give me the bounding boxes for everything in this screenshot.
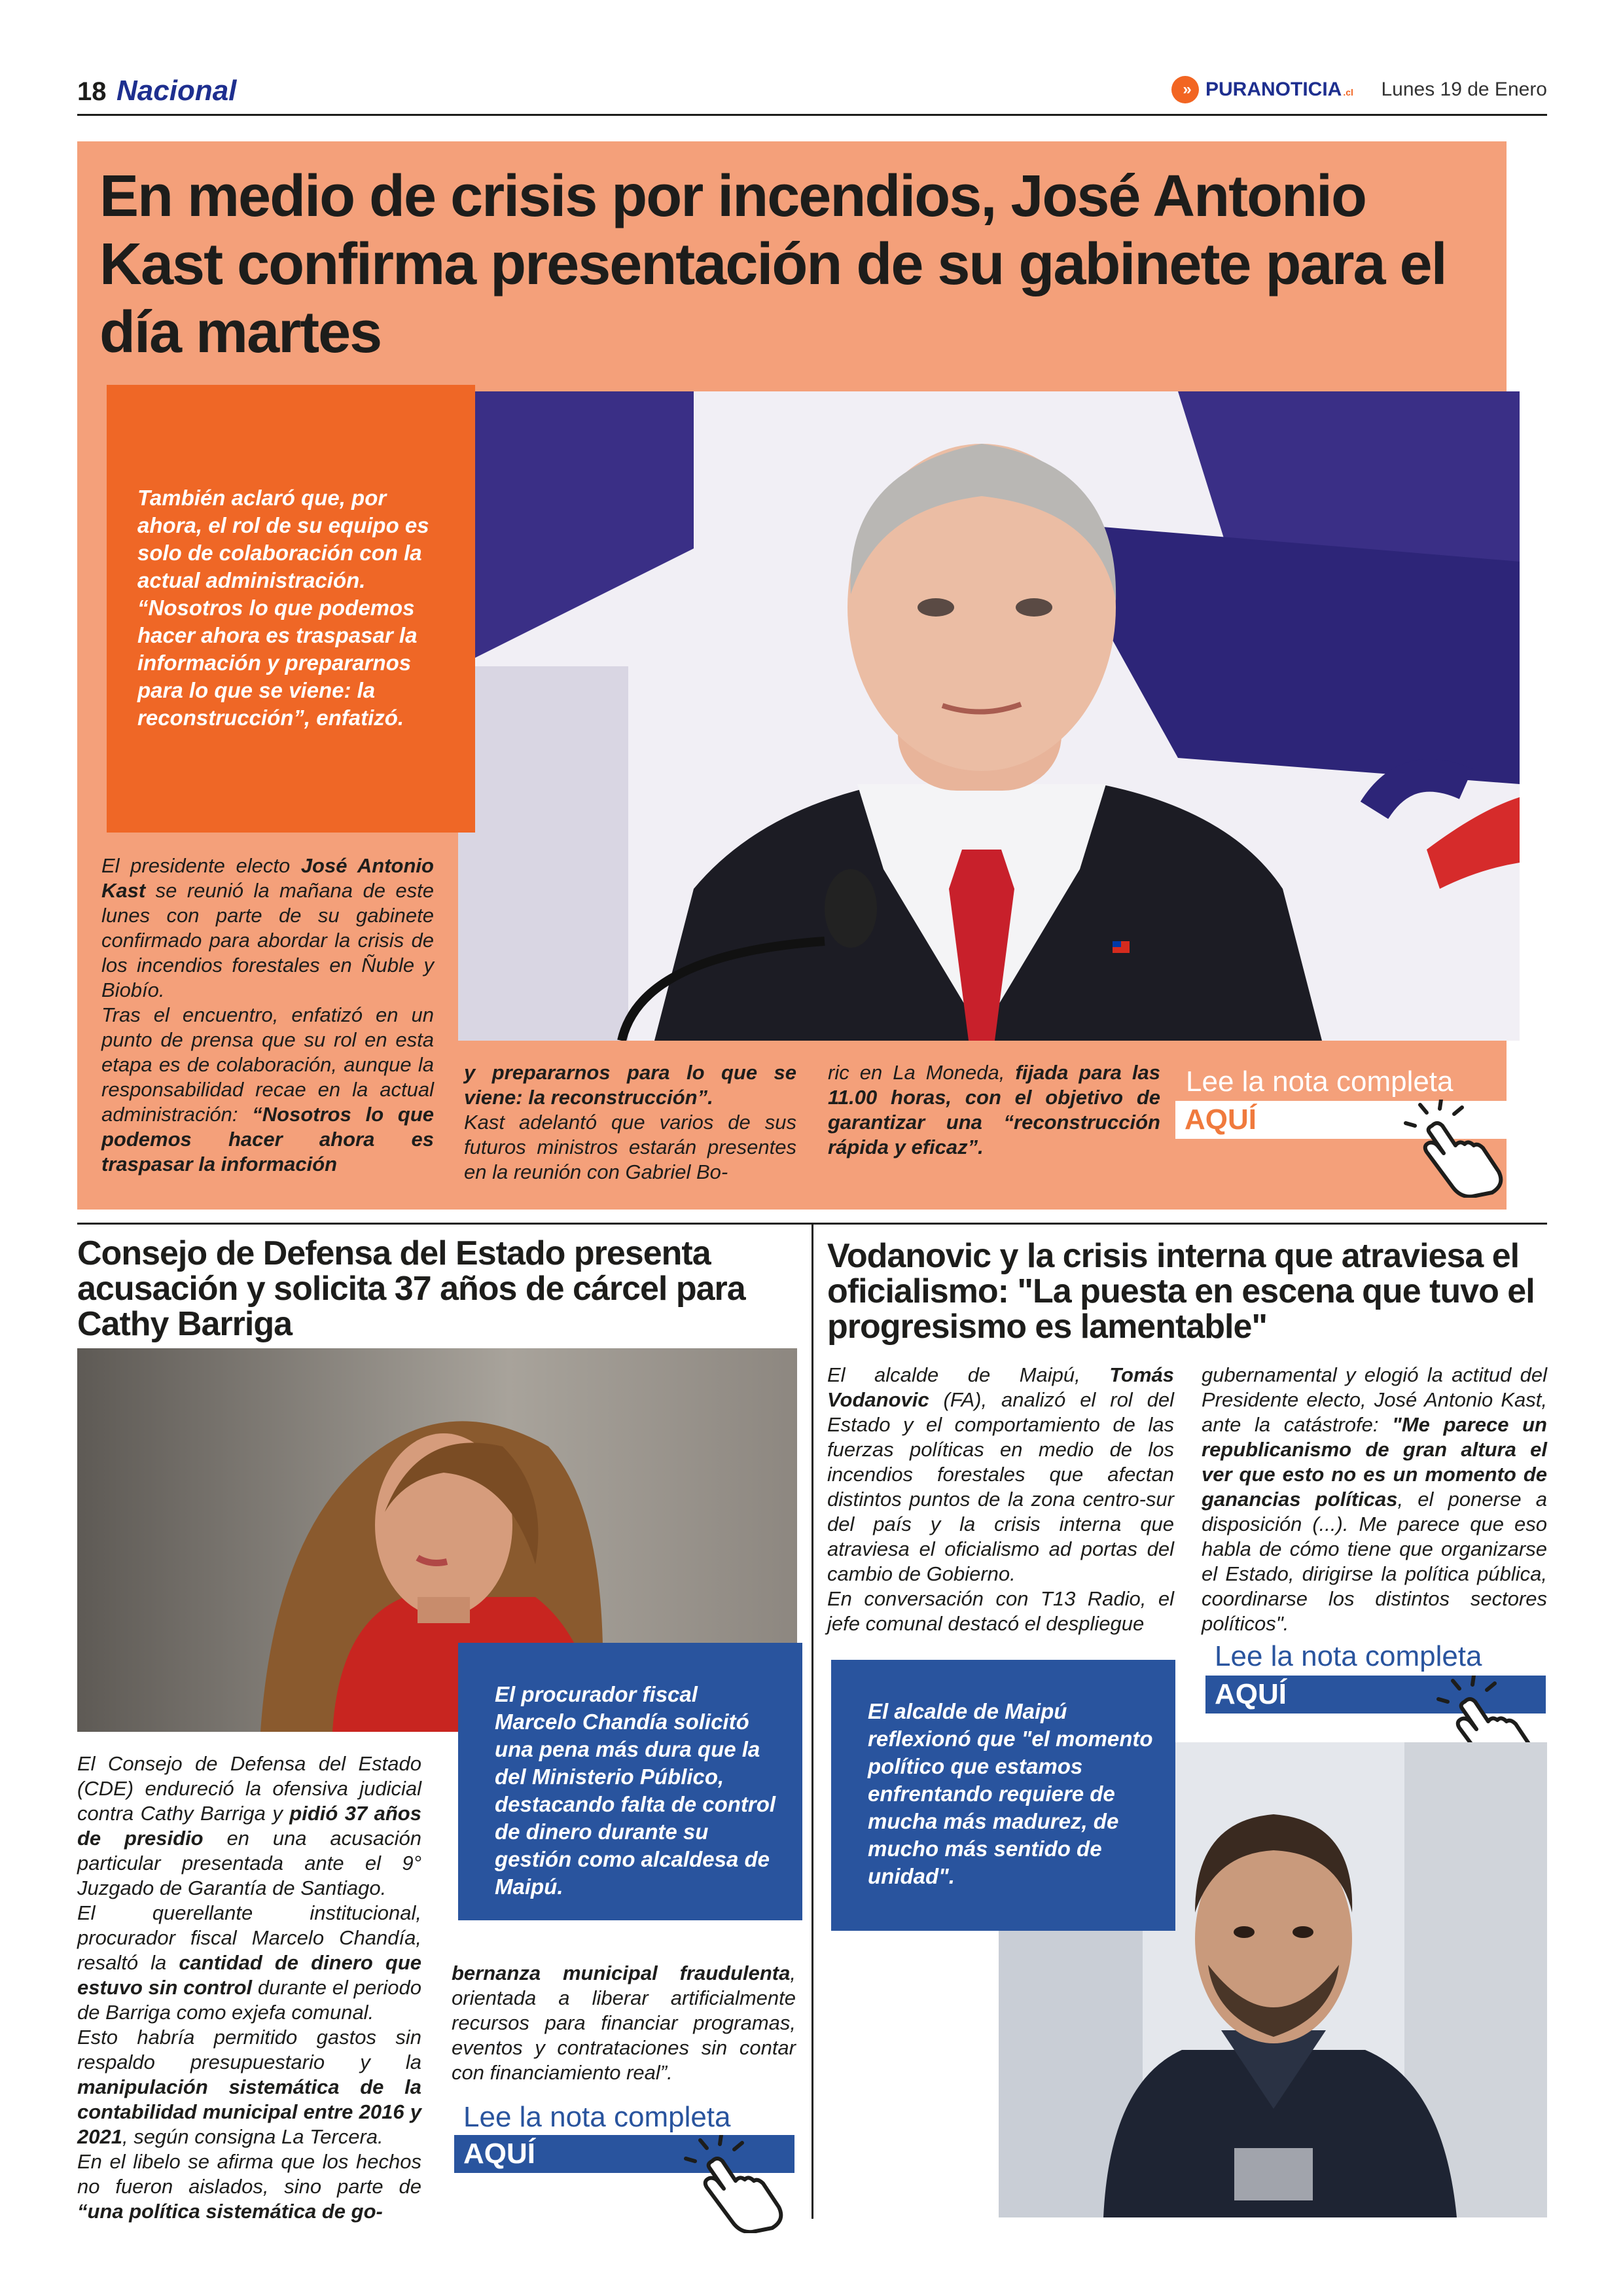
cde-col2-bold: bernanza municipal fraudulenta	[452, 1962, 791, 1984]
vodanovic-read-more-text[interactable]: Lee la nota completa	[1215, 1640, 1482, 1672]
cde-col1-text: , según consigna La Tercera.	[122, 2125, 383, 2148]
cde-col1-text: Esto habría permitido gastos sin respaldo presupuestario y la	[77, 2026, 421, 2073]
vodanovic-column-1	[827, 1363, 1174, 1636]
vodanovic-col1-text: El alcalde de Maipú,	[827, 1363, 1110, 1386]
main-col3-text: ric en La Moneda,	[828, 1061, 1016, 1084]
cde-col1-text: El querellante institucional, procurador fiscal Marcelo Chandía, resaltó la	[77, 1901, 421, 1974]
cde-column-1	[77, 1751, 421, 2224]
vodanovic-col1-bold: Tomás Vodanovic	[827, 1363, 1174, 1411]
cde-col1-text: En el libelo se afirma que los hechos no fueron aislados, sino parte de	[77, 2150, 421, 2198]
cde-col1-bold: “una política sistemática de go-	[77, 2200, 383, 2223]
cde-col1-bold: manipulación sistemática de la contabilidad municipal entre 2016 y 2021	[77, 2075, 421, 2148]
main-story-column-3	[828, 1060, 1160, 1160]
cde-col1-text: El Consejo de Defensa del Estado (CDE) endureció la ofensiva judicial contra Cathy Barriga y	[77, 1752, 421, 1825]
vodanovic-col2-bold: "Me parece un republicanismo de gran altura el ver que esto no es un momento de ganancias políticas	[1202, 1413, 1547, 1511]
main-col1-text: El presidente electo	[101, 854, 301, 877]
main-col2-bold: y prepararnos para lo que se viene: la reconstrucción”.	[464, 1061, 796, 1109]
vodanovic-col2-text: gubernamental y elogió la actitud del Presidente electo, José Antonio Kast, ante la catástrofe:	[1202, 1363, 1547, 1436]
brand-name	[1205, 79, 1353, 101]
hand-pointer-icon	[681, 2135, 792, 2233]
brand-name-text: PURANOTICIA	[1205, 79, 1342, 100]
cde-column-2	[452, 1961, 796, 2085]
main-headline: En medio de crisis por incendios, José Antonio Kast confirma presentación de su gabinete para el día martes	[99, 164, 1446, 365]
main-aqui-label[interactable]: AQUÍ	[1185, 1103, 1257, 1136]
brand-mark-icon: »	[1171, 76, 1199, 103]
main-story-column-1	[101, 853, 434, 1177]
vodanovic-col1-text: (FA), analizó el rol del Estado y el comportamiento de las fuerzas políticas en medio de los incendios forestales que afectan distintos puntos de la zona centro-sur del país y la crisis interna que atraviesa el oficialismo ad portas del cambio de Gobierno.	[827, 1388, 1174, 1585]
header-divider	[77, 114, 1547, 116]
main-read-more-text[interactable]: Lee la nota completa	[1186, 1066, 1454, 1098]
cde-col1-text: en una acusación particular presentada ante el 9° Juzgado de Garantía de Santiago.	[77, 1827, 421, 1899]
vodanovic-pull-quote: El alcalde de Maipú reflexionó que "el momento político que estamos enfrentando requiere de mucha más madurez, de mucho más sentido de unidad".	[868, 1699, 1153, 1888]
cde-col1-bold: cantidad de dinero que estuvo sin control	[77, 1951, 421, 1999]
issue-date: Lunes 19 de Enero	[1381, 79, 1547, 100]
cde-pull-quote: El procurador fiscal Marcelo Chandía solicitó una pena más dura que la del Ministerio Público, destacando falta de control de dinero durante su gestión como alcaldesa de Maipú.	[495, 1682, 776, 1899]
vodanovic-col2-text: , el ponerse a disposición (...). Me parece que eso habla de cómo tiene que organizarse el Estado, dirigirse la política pública, coordinarse los distintos sectores políticos".	[1202, 1488, 1547, 1635]
section-title: Nacional	[116, 75, 237, 107]
vodanovic-aqui-label[interactable]: AQUÍ	[1215, 1678, 1287, 1710]
brand-suffix: .cl	[1343, 87, 1353, 98]
main-col1-bold: “Nosotros lo que podemos hacer ahora es traspasar la información	[101, 1103, 435, 1175]
main-col1-text: Tras el encuentro, enfatizó en un punto de prensa que su rol en esta etapa es de colaboración, aunque la responsabilidad recae en la actual administración:	[101, 1003, 434, 1126]
vodanovic-col1-text: En conversación con T13 Radio, el jefe comunal destacó el despliegue	[827, 1587, 1174, 1635]
vodanovic-headline: Vodanovic y la crisis interna que atraviesa el oficialismo: "La puesta en escena que tuvo el progresismo es lamentable"	[827, 1237, 1535, 1346]
main-col1-text: se reunió la mañana de este lunes con parte de su gabinete confirmado para abordar la crisis de los incendios forestales en Ñuble y Biobío.	[101, 879, 434, 1001]
main-pull-quote: También aclaró que, por ahora, el rol de su equipo es solo de colaboración con la actual administración. “Nosotros lo que podemos hacer ahora es traspasar la información y prepararnos para lo que se viene: la reconstrucción”, enfatizó.	[137, 486, 429, 730]
main-story-column-2	[464, 1060, 796, 1185]
cde-aqui-label[interactable]: AQUÍ	[463, 2138, 535, 2170]
cde-col2-text: , orientada a liberar artificialmente recursos para financiar programas, eventos y contrataciones sin contar con financiamiento real”.	[452, 1962, 796, 2084]
main-col2-text: Kast adelantó que varios de sus futuros ministros estarán presentes en la reunión con Gabriel Bo-	[464, 1111, 796, 1183]
hand-pointer-icon	[1400, 1100, 1512, 1198]
kast-photo	[458, 391, 1520, 1041]
column-divider	[812, 1224, 813, 2219]
cde-col1-text: durante el periodo de Barriga como exjefa comunal.	[77, 1976, 421, 2024]
vodanovic-column-2	[1202, 1363, 1547, 1636]
main-col3-bold: fijada para las 11.00 horas, con el objetivo de garantizar una “reconstrucción rápida y eficaz”.	[828, 1061, 1160, 1158]
main-col1-bold: José Antonio Kast	[101, 854, 434, 902]
cde-col1-bold: pidió 37 años de presidio	[77, 1802, 421, 1850]
cde-read-more-text[interactable]: Lee la nota completa	[463, 2101, 731, 2133]
cde-headline: Consejo de Defensa del Estado presenta acusación y solicita 37 años de cárcel para Cathy Barriga	[77, 1234, 745, 1343]
brand-logo	[1171, 76, 1353, 103]
page-number: 18	[77, 77, 107, 106]
